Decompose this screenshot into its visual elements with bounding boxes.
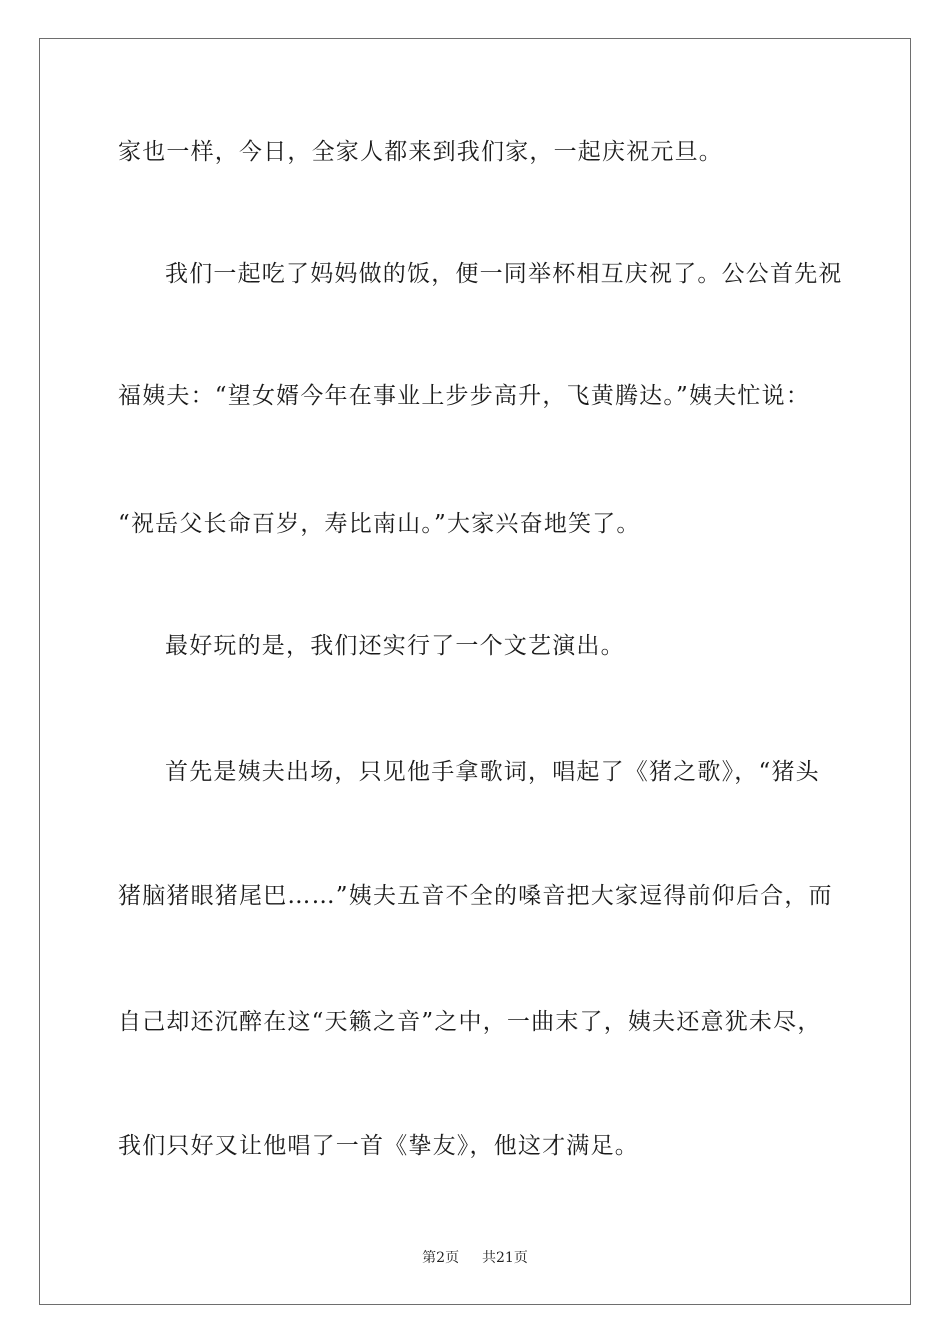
- page-number: 第2页: [422, 1250, 460, 1266]
- page-footer: [0, 1247, 950, 1267]
- page-border: [39, 38, 911, 1305]
- paragraph-line: 我们只好又让他唱了一首《挚友》，他这才满足。: [118, 1133, 639, 1159]
- paragraph-line: 我们一起吃了妈妈做的饭，便一同举杯相互庆祝了。公公首先祝: [165, 261, 843, 287]
- paragraph-line: 家也一样，今日，全家人都来到我们家，一起庆祝元旦。: [118, 139, 723, 165]
- page-total: 共21页: [482, 1250, 528, 1266]
- paragraph-line: 首先是姨夫出场，只见他手拿歌词，唱起了《猪之歌》，“猪头: [165, 759, 820, 785]
- paragraph-line: 福姨夫：“望女婿今年在事业上步步高升，飞黄腾达。”姨夫忙说：: [118, 383, 811, 409]
- paragraph-line: 最好玩的是，我们还实行了一个文艺演出。: [165, 633, 625, 659]
- paragraph-line: “祝岳父长命百岁，寿比南山。”大家兴奋地笑了。: [118, 511, 641, 537]
- paragraph-line: 猪脑猪眼猪尾巴……”姨夫五音不全的嗓音把大家逗得前仰后合，而: [118, 883, 833, 909]
- paragraph-line: 自己却还沉醉在这“天籁之音”之中，一曲末了，姨夫还意犹未尽，: [118, 1009, 822, 1035]
